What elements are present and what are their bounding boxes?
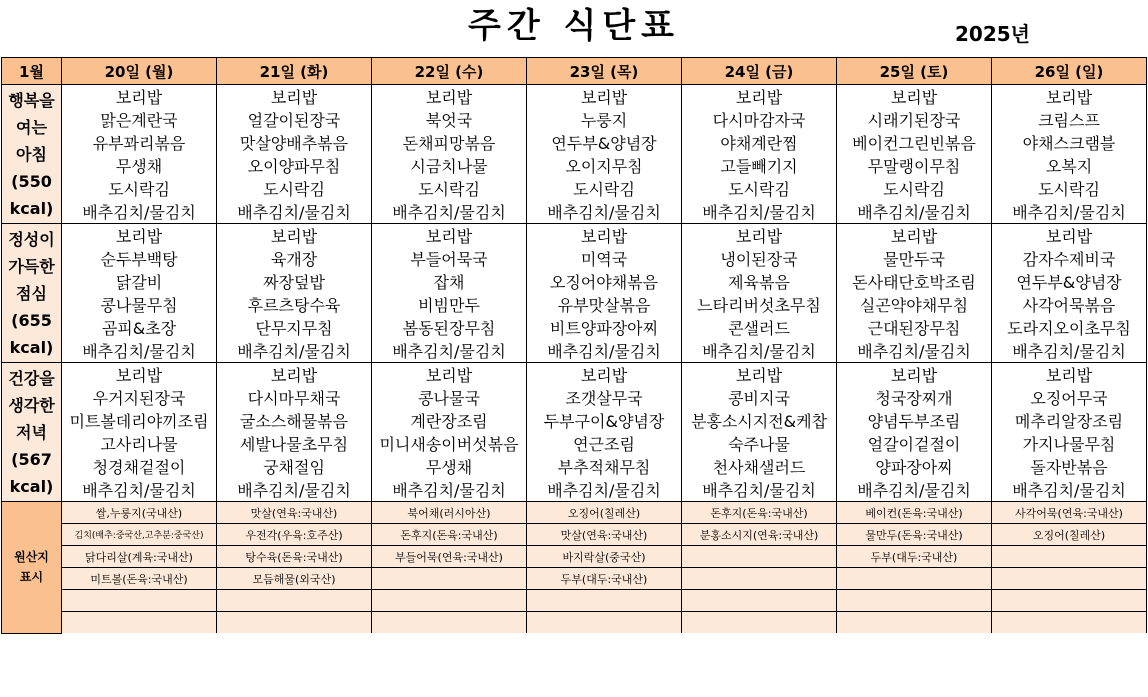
menu-item: 후르츠탕수육 xyxy=(217,293,372,316)
origin-item: 바지락살(중국산) xyxy=(527,546,682,568)
origin-row xyxy=(2,568,1147,590)
menu-item: 보리밥 xyxy=(217,85,372,109)
origin-item xyxy=(992,568,1147,590)
day-header: 21일 (화) xyxy=(217,58,372,85)
menu-item: 제육볶음 xyxy=(682,270,837,293)
menu-item: 느타리버섯초무침 xyxy=(682,293,837,316)
origin-row xyxy=(2,546,1147,568)
menu-item: 야채계란찜 xyxy=(682,131,837,154)
menu-item: 세발나물초무침 xyxy=(217,432,372,455)
origin-item: 미트볼(돈육:국내산) xyxy=(62,568,217,590)
menu-item: 도시락김 xyxy=(62,177,217,200)
menu-item: 도라지오이초무침 xyxy=(992,316,1147,339)
menu-item: 냉이된장국 xyxy=(682,247,837,270)
meal-label-line: (567 xyxy=(11,449,52,469)
menu-item: 크림스프 xyxy=(992,108,1147,131)
menu-item: 보리밥 xyxy=(62,363,217,387)
origin-item: 돈후지(돈육:국내산) xyxy=(372,524,527,546)
menu-item: 유부맛살볶음 xyxy=(527,293,682,316)
menu-item: 무생채 xyxy=(372,455,527,478)
meal-label-line: (655 xyxy=(11,310,52,330)
menu-item: 비빔만두 xyxy=(372,293,527,316)
year-label: 2025년 xyxy=(955,22,1030,46)
menu-item: 배추김치/물김치 xyxy=(992,339,1147,363)
origin-item xyxy=(372,568,527,590)
origin-item xyxy=(682,590,837,612)
meal-label-line: 아침 xyxy=(16,144,47,164)
dinner-row xyxy=(2,409,1147,432)
origin-row xyxy=(2,524,1147,546)
origin-item: 물만두(돈육:국내산) xyxy=(837,524,992,546)
origin-row xyxy=(2,590,1147,612)
origin-item xyxy=(217,612,372,634)
menu-item: 배추김치/물김치 xyxy=(372,339,527,363)
menu-item: 짜장덮밥 xyxy=(217,270,372,293)
breakfast-label xyxy=(2,85,62,224)
menu-item: 보리밥 xyxy=(217,224,372,248)
menu-table xyxy=(1,57,1147,634)
menu-item: 근대된장무침 xyxy=(837,316,992,339)
menu-item: 미니새송이버섯볶음 xyxy=(372,432,527,455)
origin-item xyxy=(682,612,837,634)
menu-item: 보리밥 xyxy=(837,224,992,248)
origin-item xyxy=(682,546,837,568)
menu-item: 배추김치/물김치 xyxy=(837,200,992,224)
menu-item: 잡채 xyxy=(372,270,527,293)
menu-item: 다시마무채국 xyxy=(217,386,372,409)
menu-item: 배추김치/물김치 xyxy=(217,200,372,224)
lunch-row xyxy=(2,224,1147,248)
origin-item xyxy=(837,590,992,612)
menu-item: 보리밥 xyxy=(62,224,217,248)
day-header: 26일 (일) xyxy=(992,58,1147,85)
menu-item: 계란장조림 xyxy=(372,409,527,432)
menu-item: 보리밥 xyxy=(372,224,527,248)
menu-item: 실곤약야채무침 xyxy=(837,293,992,316)
origin-item xyxy=(992,612,1147,634)
menu-item: 도시락김 xyxy=(372,177,527,200)
menu-item: 닭갈비 xyxy=(62,270,217,293)
dinner-row xyxy=(2,478,1147,502)
menu-item: 야채스크램블 xyxy=(992,131,1147,154)
dinner-row xyxy=(2,363,1147,387)
menu-item: 유부꽈리볶음 xyxy=(62,131,217,154)
menu-item: 배추김치/물김치 xyxy=(62,200,217,224)
menu-item: 부추적채무침 xyxy=(527,455,682,478)
origin-item: 닭다리살(계육:국내산) xyxy=(62,546,217,568)
dinner-label xyxy=(2,363,62,502)
origin-item xyxy=(372,612,527,634)
menu-item: 오징어무국 xyxy=(992,386,1147,409)
menu-item: 보리밥 xyxy=(682,85,837,109)
meal-label-line: 가득한 xyxy=(8,256,55,276)
origin-item: 오징어(칠레산) xyxy=(992,524,1147,546)
menu-item: 시래기된장국 xyxy=(837,108,992,131)
menu-item: 사각어묵볶음 xyxy=(992,293,1147,316)
origin-label-line: 표시 xyxy=(19,570,44,585)
origin-item xyxy=(992,546,1147,568)
meal-label-line: 점심 xyxy=(16,283,47,303)
origin-item: 북어채(러시아산) xyxy=(372,502,527,524)
origin-item: 쌀,누룽지(국내산) xyxy=(62,502,217,524)
origin-row xyxy=(2,612,1147,634)
lunch-row xyxy=(2,247,1147,270)
origin-item: 김치(배추:중국산,고추분:중국산) xyxy=(62,524,217,546)
menu-item: 보리밥 xyxy=(527,85,682,109)
menu-item: 보리밥 xyxy=(682,363,837,387)
menu-item: 보리밥 xyxy=(837,85,992,109)
page-title: 주간 식단표 xyxy=(467,6,681,46)
menu-item: 도시락김 xyxy=(217,177,372,200)
origin-item: 사각어묵(연육:국내산) xyxy=(992,502,1147,524)
origin-item xyxy=(837,612,992,634)
day-header: 24일 (금) xyxy=(682,58,837,85)
menu-item: 배추김치/물김치 xyxy=(992,478,1147,502)
origin-item xyxy=(217,590,372,612)
menu-item: 연근조림 xyxy=(527,432,682,455)
menu-item: 돈사태단호박조림 xyxy=(837,270,992,293)
menu-item: 오징어야채볶음 xyxy=(527,270,682,293)
menu-item: 곰피&초장 xyxy=(62,316,217,339)
breakfast-row xyxy=(2,200,1147,224)
origin-item xyxy=(62,590,217,612)
origin-item: 베이컨(돈육:국내산) xyxy=(837,502,992,524)
menu-item: 보리밥 xyxy=(527,363,682,387)
origin-item: 분홍소시지(연육:국내산) xyxy=(682,524,837,546)
menu-item: 배추김치/물김치 xyxy=(217,339,372,363)
menu-item: 보리밥 xyxy=(372,85,527,109)
menu-item: 도시락김 xyxy=(527,177,682,200)
menu-item: 연두부&양념장 xyxy=(992,270,1147,293)
breakfast-row xyxy=(2,85,1147,109)
menu-item: 보리밥 xyxy=(217,363,372,387)
menu-item: 배추김치/물김치 xyxy=(372,200,527,224)
menu-item: 배추김치/물김치 xyxy=(217,478,372,502)
menu-item: 가지나물무침 xyxy=(992,432,1147,455)
origin-item xyxy=(527,590,682,612)
menu-item: 청국장찌개 xyxy=(837,386,992,409)
menu-item: 배추김치/물김치 xyxy=(682,339,837,363)
dinner-row xyxy=(2,432,1147,455)
menu-item: 보리밥 xyxy=(62,85,217,109)
menu-item: 배추김치/물김치 xyxy=(992,200,1147,224)
menu-item: 베이컨그린빈볶음 xyxy=(837,131,992,154)
menu-item: 배추김치/물김치 xyxy=(527,200,682,224)
menu-item: 감자수제비국 xyxy=(992,247,1147,270)
day-header: 25일 (토) xyxy=(837,58,992,85)
day-header: 22일 (수) xyxy=(372,58,527,85)
meal-label-line: 저녁 xyxy=(16,422,47,442)
menu-item: 보리밥 xyxy=(992,224,1147,248)
menu-item: 콩비지국 xyxy=(682,386,837,409)
menu-item: 비트양파장아찌 xyxy=(527,316,682,339)
menu-item: 얼갈이된장국 xyxy=(217,108,372,131)
menu-item: 미트볼데리야끼조림 xyxy=(62,409,217,432)
menu-item: 미역국 xyxy=(527,247,682,270)
origin-item xyxy=(372,590,527,612)
menu-item: 보리밥 xyxy=(682,224,837,248)
month-label: 1월 xyxy=(2,58,62,85)
menu-item: 북엇국 xyxy=(372,108,527,131)
menu-item: 배추김치/물김치 xyxy=(682,200,837,224)
menu-item: 고들빼기지 xyxy=(682,154,837,177)
menu-item: 연두부&양념장 xyxy=(527,131,682,154)
menu-item: 콘샐러드 xyxy=(682,316,837,339)
origin-label-line: 원산지 xyxy=(14,550,49,565)
meal-label-line: (550 xyxy=(11,171,52,191)
menu-item: 도시락김 xyxy=(992,177,1147,200)
lunch-row xyxy=(2,270,1147,293)
menu-item: 배추김치/물김치 xyxy=(527,478,682,502)
menu-item: 궁채절임 xyxy=(217,455,372,478)
origin-item xyxy=(837,568,992,590)
origin-item: 우전각(우육:호주산) xyxy=(217,524,372,546)
origin-item: 맛살(연육:국내산) xyxy=(527,524,682,546)
dinner-row xyxy=(2,455,1147,478)
menu-item: 물만두국 xyxy=(837,247,992,270)
meal-label-line: 여는 xyxy=(16,117,47,137)
menu-item: 배추김치/물김치 xyxy=(62,478,217,502)
origin-item: 부들어묵(연육:국내산) xyxy=(372,546,527,568)
menu-item: 단무지무침 xyxy=(217,316,372,339)
menu-item: 시금치나물 xyxy=(372,154,527,177)
menu-item: 고사리나물 xyxy=(62,432,217,455)
origin-label xyxy=(2,502,62,634)
menu-item: 도시락김 xyxy=(837,177,992,200)
origin-item xyxy=(682,568,837,590)
menu-item: 양념두부조림 xyxy=(837,409,992,432)
menu-item: 양파장아찌 xyxy=(837,455,992,478)
menu-item: 보리밥 xyxy=(992,85,1147,109)
menu-item: 메추리알장조림 xyxy=(992,409,1147,432)
menu-item: 봄동된장무침 xyxy=(372,316,527,339)
menu-item: 맛살양배추볶음 xyxy=(217,131,372,154)
menu-item: 보리밥 xyxy=(992,363,1147,387)
menu-item: 콩나물국 xyxy=(372,386,527,409)
lunch-row xyxy=(2,316,1147,339)
meal-label-line: 생각한 xyxy=(8,395,55,415)
menu-item: 조갯살무국 xyxy=(527,386,682,409)
breakfast-row xyxy=(2,154,1147,177)
origin-item xyxy=(62,612,217,634)
lunch-label xyxy=(2,224,62,363)
menu-item: 천사채샐러드 xyxy=(682,455,837,478)
day-header: 23일 (목) xyxy=(527,58,682,85)
menu-item: 두부구이&양념장 xyxy=(527,409,682,432)
origin-item: 모듬해물(외국산) xyxy=(217,568,372,590)
menu-item: 숙주나물 xyxy=(682,432,837,455)
menu-item: 배추김치/물김치 xyxy=(682,478,837,502)
menu-item: 돈채피망볶음 xyxy=(372,131,527,154)
menu-item: 순두부백탕 xyxy=(62,247,217,270)
menu-item: 보리밥 xyxy=(372,363,527,387)
lunch-row xyxy=(2,339,1147,363)
origin-item xyxy=(527,612,682,634)
menu-item: 맑은계란국 xyxy=(62,108,217,131)
breakfast-row xyxy=(2,131,1147,154)
menu-item: 부들어묵국 xyxy=(372,247,527,270)
menu-item: 콩나물무침 xyxy=(62,293,217,316)
meal-label-line: 건강을 xyxy=(8,368,55,388)
menu-item: 오이지무침 xyxy=(527,154,682,177)
breakfast-row xyxy=(2,108,1147,131)
dinner-row xyxy=(2,386,1147,409)
menu-item: 보리밥 xyxy=(527,224,682,248)
origin-item: 돈후지(돈육:국내산) xyxy=(682,502,837,524)
menu-item: 육개장 xyxy=(217,247,372,270)
meal-label-line: 정성이 xyxy=(8,229,55,249)
menu-item: 배추김치/물김치 xyxy=(62,339,217,363)
origin-item: 두부(대두:국내산) xyxy=(837,546,992,568)
menu-item: 배추김치/물김치 xyxy=(837,478,992,502)
menu-item: 분홍소시지전&케찹 xyxy=(682,409,837,432)
menu-item: 무말랭이무침 xyxy=(837,154,992,177)
menu-item: 얼갈이겉절이 xyxy=(837,432,992,455)
origin-row xyxy=(2,502,1147,524)
menu-item: 우거지된장국 xyxy=(62,386,217,409)
menu-item: 오복지 xyxy=(992,154,1147,177)
origin-item: 두부(대두:국내산) xyxy=(527,568,682,590)
menu-item: 보리밥 xyxy=(837,363,992,387)
lunch-row xyxy=(2,293,1147,316)
header-row xyxy=(2,58,1147,85)
origin-item: 탕수육(돈육:국내산) xyxy=(217,546,372,568)
menu-item: 배추김치/물김치 xyxy=(837,339,992,363)
origin-item: 맛살(연육:국내산) xyxy=(217,502,372,524)
meal-label-line: kcal) xyxy=(9,198,54,218)
menu-item: 배추김치/물김치 xyxy=(372,478,527,502)
menu-item: 누룽지 xyxy=(527,108,682,131)
menu-item: 청경채겉절이 xyxy=(62,455,217,478)
meal-label-line: kcal) xyxy=(9,337,54,357)
menu-item: 오이양파무침 xyxy=(217,154,372,177)
menu-item: 돌자반볶음 xyxy=(992,455,1147,478)
meal-label-line: kcal) xyxy=(9,476,54,496)
day-header: 20일 (월) xyxy=(62,58,217,85)
breakfast-row xyxy=(2,177,1147,200)
origin-item xyxy=(992,590,1147,612)
menu-item: 도시락김 xyxy=(682,177,837,200)
meal-label-line: 행복을 xyxy=(8,90,55,110)
menu-item: 굴소스해물볶음 xyxy=(217,409,372,432)
menu-item: 무생채 xyxy=(62,154,217,177)
menu-item: 배추김치/물김치 xyxy=(527,339,682,363)
origin-item: 오징어(칠레산) xyxy=(527,502,682,524)
menu-item: 다시마감자국 xyxy=(682,108,837,131)
